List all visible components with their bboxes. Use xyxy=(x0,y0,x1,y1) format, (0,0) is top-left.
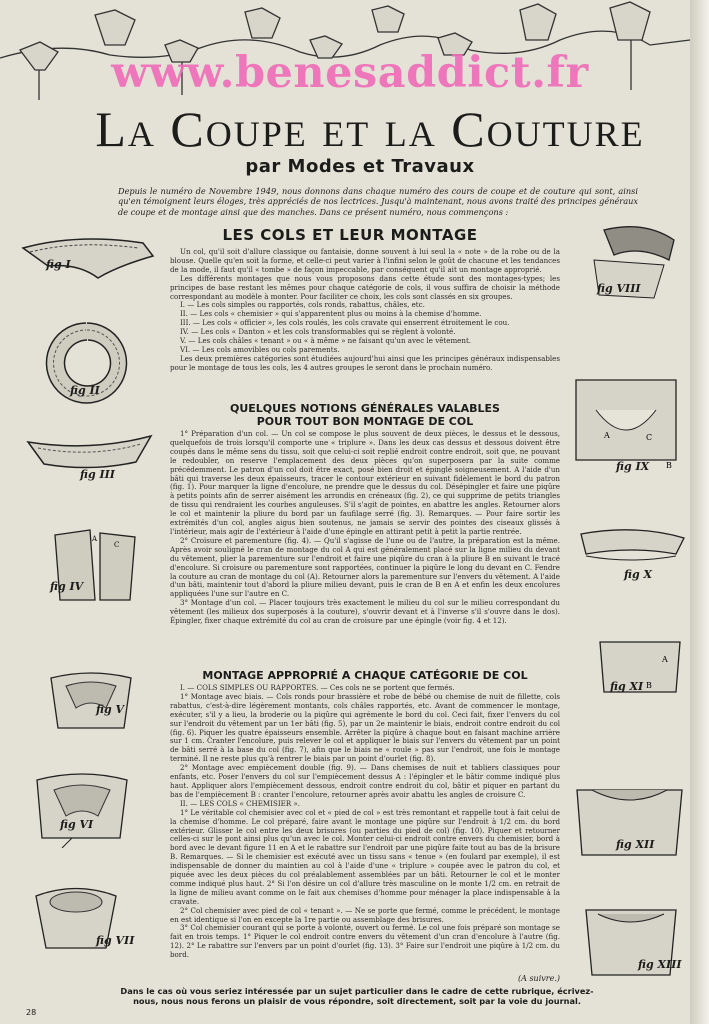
svg-text:A: A xyxy=(662,655,668,664)
svg-text:C: C xyxy=(646,433,653,442)
title-word-a: A xyxy=(127,114,156,154)
page-number: 28 xyxy=(26,1008,37,1017)
section3-paragraph: 1° Le véritable col chemisier avec col et « pied de col » est très remontant et rappelle tout à fait celui de la chemise d'homme. Le col préparé, faire avant le montage une piqûre sur l'endroit à 1/2 cm. du bord extérieur. Glisser le col entre les deux brisures (ou parties du pied de col) (fig. 10). Piquer et retourner celles-ci sur le pont ainsi plus qu'un avec le col. Monter celui-ci endroit contre envers du chemisier, bord à bord avec le devant figure 11 en A et le rabattre sur l'endroit par une piqûre faite tout au bas de la brisure B. Remarques. — Si le chemisier est exécuté avec un tissu sans « tenue » (en foulard par exemple), il est indispensable de donner du maintien au col à l'aide d'une « triplure » coupée avec le patron du col, et piquée avec les deux pièces du col préalablement assemblées par un bâti. Retourner le col et le monter comme indiqué plus haut. 2° Si l'on désire un col d'allure très masculine on le monte 1/2 cm. en retrait de la ligne de milieu avant comme on le fait aux chemises d'homme pour ménager la place indispensable à la cravate. xyxy=(170,807,560,906)
section3-heading: MONTAGE APPROPRIÉ A CHAQUE CATÉGORIE DE COL xyxy=(202,669,528,682)
section1-list-item: IV. — Les cols « Danton » et les cols transformables qui se règlent à volonté. xyxy=(180,327,456,337)
section1-list-item: V. — Les cols châles « tenant » ou « à même » ne faisant qu'un avec le vêtement. xyxy=(180,336,472,346)
section2-paragraph: 3° Montage d'un col. — Placer toujours très exactement le milieu du col sur le milieu correspondant du vêtement (les milieux dos superposés à la couture), s'ouvrir devant et à l'inverse s'il s'ouvre dans le dos). Épingler, fixer chaque extrémité du col au cran de croisure par une épingle (voir fig. 4 et 12). xyxy=(170,598,560,626)
section2-heading xyxy=(180,402,550,428)
svg-text:C: C xyxy=(114,541,120,549)
section3-paragraph: 2° Col chemisier avec pied de col « tenant ». — Ne se porte que fermé, comme le précédent, le montage en est identique si l'on en excepte la 1re partie ou assemblage des brisures. xyxy=(170,905,560,924)
section3-paragraph: II. — LES COLS « CHEMISIER ». xyxy=(180,798,301,808)
section1-list-item: II. — Les cols « chemisier » qui s'apparentent plus ou moins à la chemise d'homme. xyxy=(180,309,482,319)
page-title xyxy=(70,103,670,160)
section1-heading: LES COLS ET LEUR MONTAGE xyxy=(222,226,478,244)
section1-list-item: III. — Les cols « officier », les cols roulés, les cols cravate qui enserrent étroitement le cou. xyxy=(180,318,510,328)
figure-3-label: fig III xyxy=(80,468,115,481)
title-word-et: ET xyxy=(322,114,371,154)
section3-paragraph: 1° Montage avec biais. — Cols ronds pour brassière et robe de bébé ou chemise de nuit de fillette, cols rabattus, c'est-à-dire légèrement montants, cols châles rapportés, etc. Avant de commencer le montage, exécuter, s'il y a lieu, la broderie ou la piqûre qui agrémente le bord du col. Ceci fait, fixer l'envers du col sur l'endroit du vêtement par un 1er bâti (fig. 5), par un 2e maintenir le biais, endroit contre endroit du col (fig. 6). Piquer les quatre épaisseurs ensemble. Arrêter la piqûre à chaque bout en faisant machine arrière sur 1 cm. Cranter l'encolure, puis relever le col et appliquer le biais sur l'envers du vêtement par un point de bâti serré à la base du col (fig. 7), afin que le biais ne « roule » pas sur l'endroit, une fois le montage terminé. Il ne reste plus qu'à rentrer le biais par un point d'ourlet (fig. 8). xyxy=(170,691,560,764)
section3-paragraph: 2° Montage avec empiècement double (fig. 9). — Dans chemises de nuit et tabliers classiques pour enfants, etc. Poser l'envers du col sur l'empiècement dessus A : l'épingler et le bâtir comme indiqué plus haut. Appliquer alors l'empiècement dessous, endroit contre endroit du col, bâtir et piquer en partant du bas de l'empiècement B : cranter l'encolure, retourner après avoir abattu les angles de croisure C. xyxy=(170,763,560,799)
page-subtitle: par Modes et Travaux xyxy=(245,156,475,177)
section2-body xyxy=(170,430,560,670)
figure-13-label: fig XIII xyxy=(638,958,682,971)
figure-10-label: fig X xyxy=(624,568,653,581)
title-word-oupe: OUPE xyxy=(205,114,308,154)
figure-10-collar-band xyxy=(576,524,688,574)
title-letter-c2: C xyxy=(451,101,487,157)
figure-6-bias-pinned xyxy=(32,768,132,848)
figure-6-label: fig VI xyxy=(60,818,94,831)
intro-paragraph: Depuis le numéro de Novembre 1949, nous donnons dans chaque numéro des cours de coupe et de couture qui sont, ainsi qu'en témoignent leurs éloges, très appréciés de nos lectrices. Jusqu'à maintenant, nous avons traité des principes généraux de coupe et de montage ainsi que des manches. Dans ce présent numéro, nous commençons : xyxy=(118,186,638,217)
svg-text:B: B xyxy=(666,461,672,470)
section2-paragraph: 2° Croisure et parementure (fig. 4). — Qu'il s'agisse de l'une ou de l'autre, la préparation est la même. Après avoir souligné le cran de montage du col A qui est généralement placé sur la ligne milieu du devant du vêtement, plier la parementure sur l'endroit et faire une piqûre du cran à la pliure B en suivant le tracé d'encolure. Si croisure ou parementure sont rapportées, continuer la piqûre le long du devant en C. Fendre la couture au cran de montage du col (A). Retourner alors la parementure sur l'envers du vêtement. A l'aide d'un bâti, maintenir tout d'abord la pliure milieu devant, puis le cran de B en A et enfin les deux encolures appliquées l'une sur l'autre en C. xyxy=(170,535,560,599)
title-word-outure: OUTURE xyxy=(486,114,645,154)
section2-heading-line1: QUELQUES NOTIONS GÉNÉRALES VALABLES xyxy=(230,402,500,415)
section3-paragraph: 3° Col chemisier courant qui se porte à volonté, ouvert ou fermé. Le col une fois préparé son montage se fait en trois temps. 1° Piquer le col endroit contre envers du vêtement d'un cran d'encolure à l'autre (fig. 12). 2° Le rabattre sur l'envers par un point d'ourlet (fig. 13). 3° Faire sur l'endroit une piqûre à 1/2 cm. du bord. xyxy=(170,923,560,960)
figure-2-label: fig II xyxy=(70,384,100,397)
section1-paragraph: Les différents montages que nous vous proposons dans cette étude sont des montages-types; les principes de base restant les mêmes pour chaque catégorie de cols, il vous suffira de choisir la méthode correspondant au modèle à monter. Pour faciliter ce choix, les cols sont classés en six groupes. xyxy=(170,273,560,301)
section1-list-item: VI. — Les cols amovibles ou cols parements. xyxy=(180,344,340,354)
title-letter-l: L xyxy=(95,101,128,157)
figure-11-label: fig XI xyxy=(610,680,644,693)
section2-heading-line2: POUR TOUT BON MONTAGE DE COL xyxy=(256,415,474,428)
section3-paragraph: I. — COLS SIMPLES OU RAPPORTÉS. — Ces cols ne se portent que fermés. xyxy=(180,684,455,692)
title-letter-c1: C xyxy=(170,101,206,157)
section1-body xyxy=(170,248,560,400)
watermark-text: www.benesaddict.fr xyxy=(111,48,589,98)
figure-4-facing xyxy=(50,525,140,605)
figure-12-label: fig XII xyxy=(616,838,655,851)
section3-body xyxy=(170,684,560,974)
figure-8-label: fig VIII xyxy=(597,282,641,295)
figure-5-label: fig V xyxy=(96,703,125,716)
figure-7-label: fig VII xyxy=(96,934,135,947)
figure-1-label: fig I xyxy=(46,258,71,271)
svg-text:A: A xyxy=(92,535,98,543)
title-word-la: LA xyxy=(384,114,437,154)
section1-closing: Les deux premières catégories sont étudiées aujourd'hui ainsi que les principes généraux indispensables pour le montage de tous les cols, les 4 autres groupes le seront dans le prochain numéro. xyxy=(170,353,560,372)
figure-4-label: fig IV xyxy=(50,580,84,593)
figure-1-collar-pattern xyxy=(18,228,158,288)
section1-list-item: I. — Les cols simples ou rapportés, cols ronds, rabattus, châles, etc. xyxy=(180,300,425,310)
figure-9-label: fig IX xyxy=(616,460,650,473)
footer-note: Dans le cas où vous seriez intéressée par un sujet particulier dans le cadre de cette rubrique, écrivez-nous, nous nous ferons un plaisir de vous répondre, soit directement, soit par la voie du journal. xyxy=(120,986,594,1006)
svg-text:B: B xyxy=(646,681,652,690)
to-be-continued: (A suivre.) xyxy=(518,974,560,983)
section1-paragraph: Un col, qu'il soit d'allure classique ou fantaisie, donne souvent à lui seul la « note » de la robe ou de la blouse. Quelle qu'en soit la forme, et celle-ci peut varier à l'infini selon le goût de chacune et les tendances de la mode, il faut qu'il « tombe » de façon impeccable, par conséquent qu'il ait un montage approprié. xyxy=(170,248,560,274)
page-spine xyxy=(690,0,709,1024)
svg-text:A: A xyxy=(604,431,610,440)
section2-paragraph: 1° Préparation d'un col. — Un col se compose le plus souvent de deux pièces, le dessus et le dessous, quelquefois de trois lorsqu'il comporte une « triplure ». Dans les deux cas dessus et dessous doivent être coupés dans le même sens du tissu, soit que celui-ci soit replié endroit contre endroit, soit que, ne pouvant le redoubler, on reserve l'emplacement des deux pièces qu'on superposera par la suite comme précédemment. Le patron d'un col doit être exact, posé bien droit et épinglé soigneusement. A l'aide d'un bâti qui traverse les deux épaisseurs, tracer le contour extérieur en suivant fidèlement le bord du patron (fig. 1). Pour marquer la ligne d'encolure, ne prendre que le dessus du col. Désépingler et faire une piqûre à petits points afin de serrer aisément les arrondis en créneaux (fig. 2), ce qui supprime de petits triangles de tissu qui rendraient les courbes anguleuses. S'il s'agit de pointes, en abattre les angles. Retourner alors le col et maintenir la pliure du bord par un faufilage serré (fig. 3). Remarques. — Pour faire sortir les extrémités d'un col, angles aigus bien soutenus, ne jamais se servir des pointes des ciseaux glissés à l'intérieur, mais agir de l'extérieur à l'aide d'une épingle en attirant petit à petit la partie rentrée. xyxy=(170,430,560,536)
